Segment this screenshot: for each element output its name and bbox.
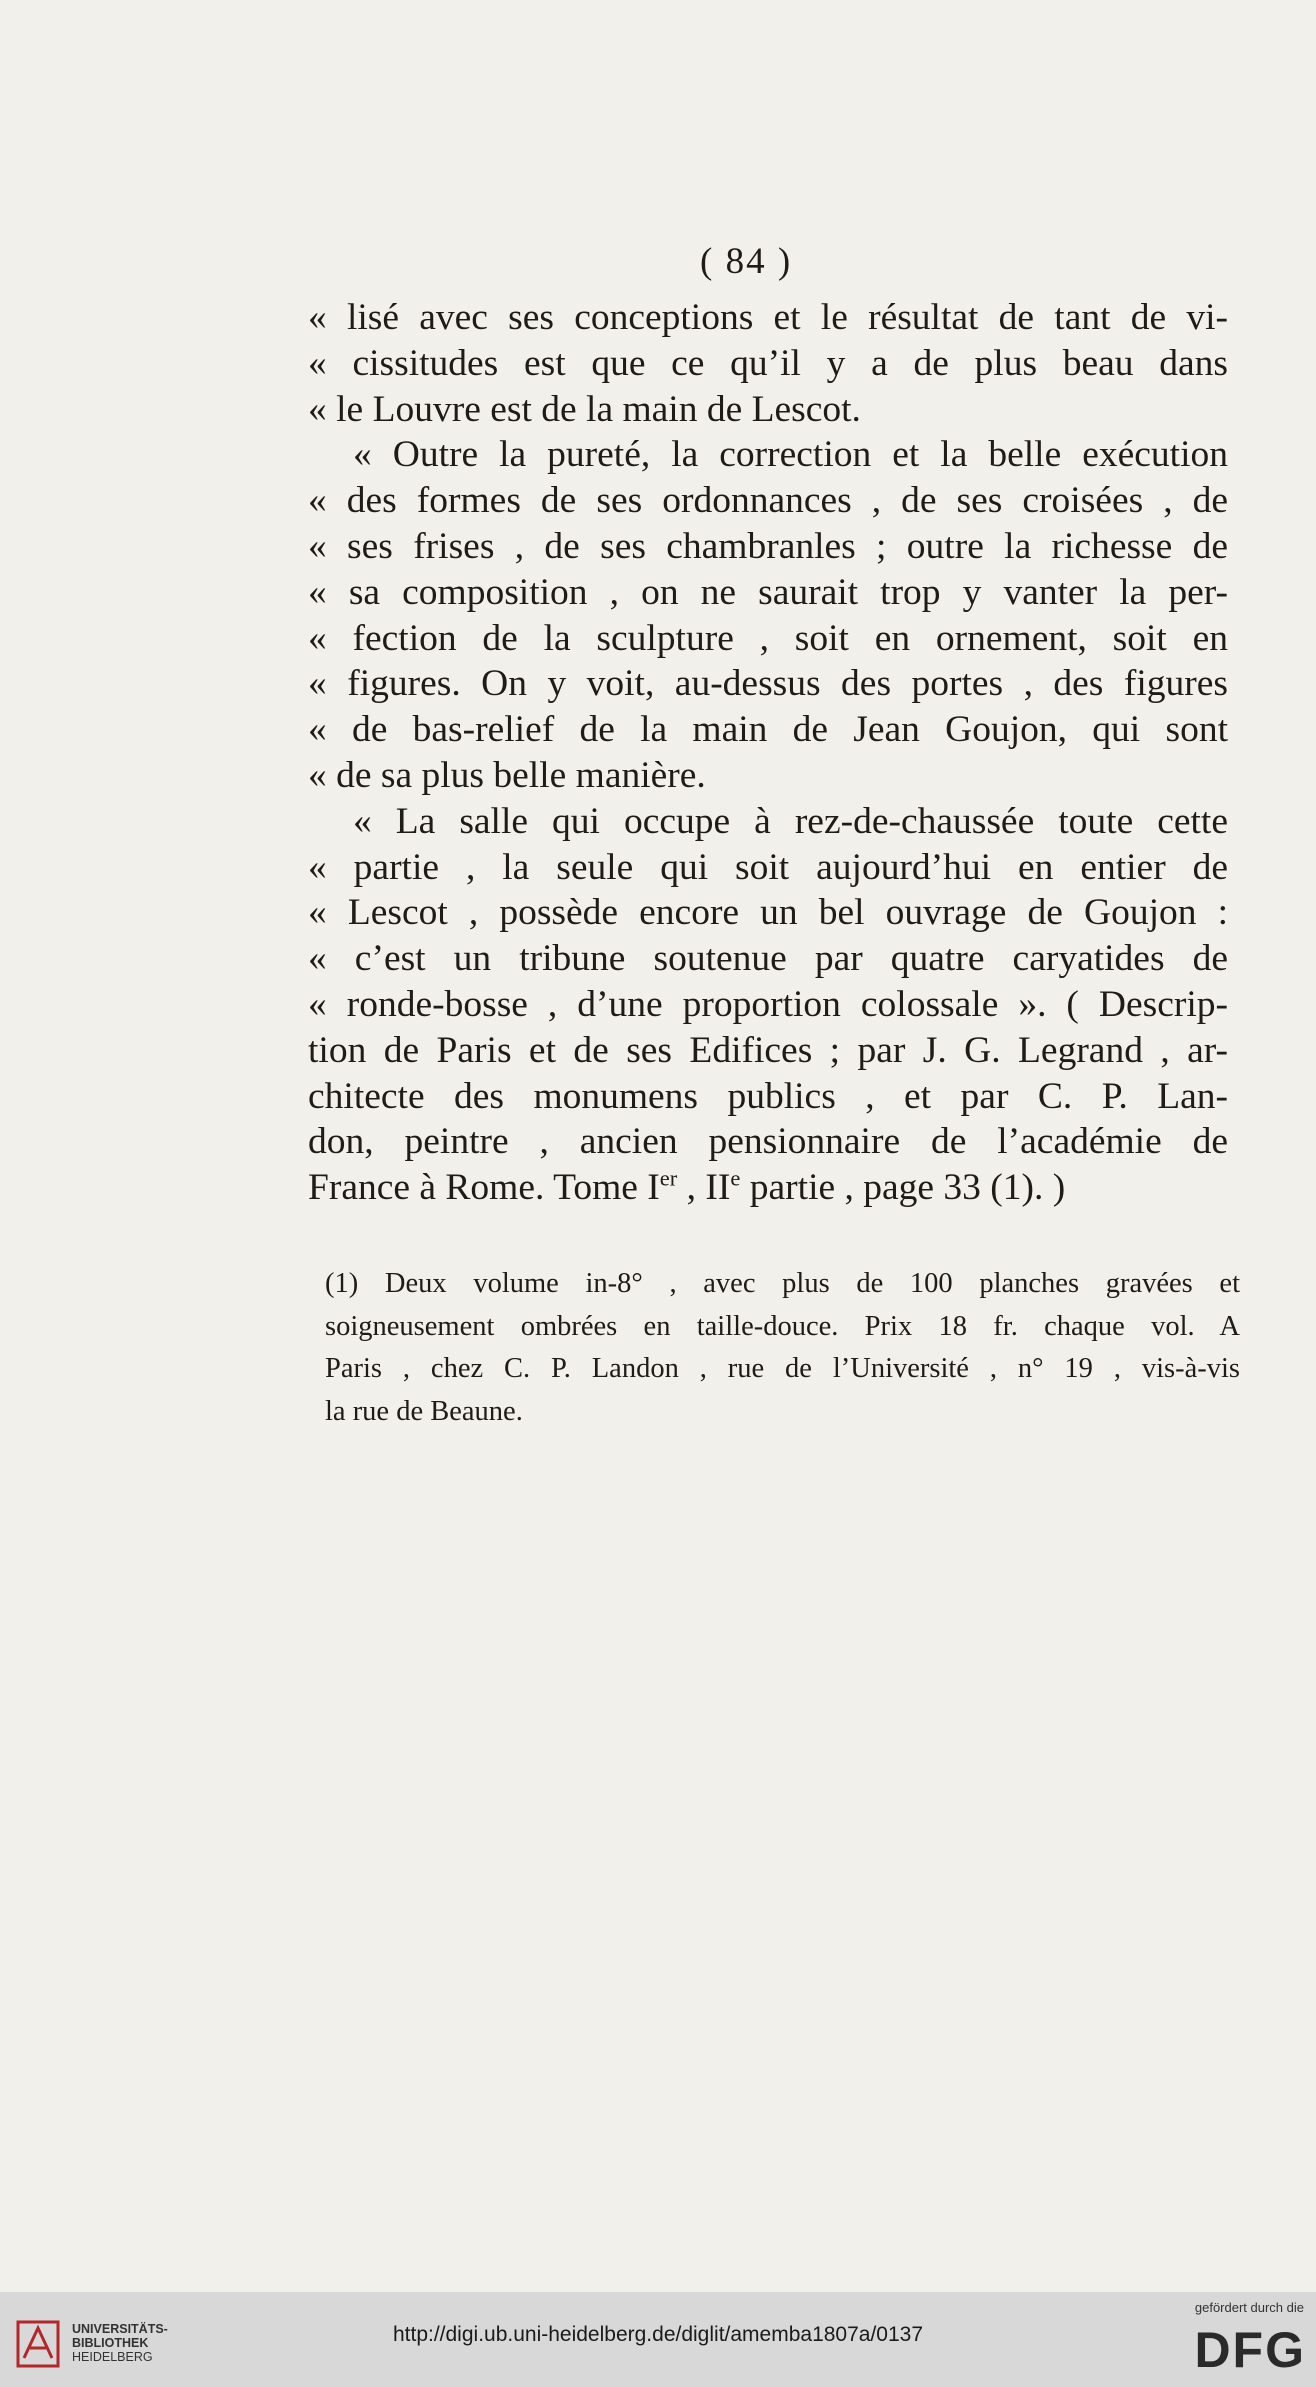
body-line: « Outre la pureté, la correction et la belle exécution <box>353 434 1228 476</box>
viewer-footer <box>0 2292 1316 2387</box>
dfg-logo: DFG <box>1194 2322 1306 2378</box>
library-name-text: UNIVERSITÄTS- BIBLIOTHEK <box>72 2322 168 2350</box>
library-city: HEIDELBERG <box>72 2350 153 2364</box>
body-line: don, peintre , ancien pensionnaire de l’académie de <box>308 1121 1228 1163</box>
body-line: « des formes de ses ordonnances , de ses croisées , de <box>308 480 1228 522</box>
body-line: « le Louvre est de la main de Lescot. <box>308 388 861 430</box>
page-number: ( 84 ) <box>700 241 793 282</box>
body-line: tion de Paris et de ses Edifices ; par J. G. Legrand , ar- <box>308 1029 1228 1071</box>
body-line: France à Rome. Tome Ier , IIe partie , page 33 (1). ) <box>308 1165 1066 1209</box>
footnote <box>325 1263 1240 1433</box>
body-line: « ses frises , de ses chambranles ; outre la richesse de <box>308 525 1228 567</box>
body-line: « cissitudes est que ce qu’il y a de plus beau dans <box>308 342 1228 384</box>
footnote-line: soigneusement ombrées en taille-douce. Prix 18 fr. chaque vol. A <box>325 1310 1240 1342</box>
body-line: « de sa plus belle manière. <box>308 754 706 796</box>
footnote-line: la rue de Beaune. <box>325 1395 523 1427</box>
body-line: « ronde-bosse , d’une proportion colossale ». ( Descrip- <box>308 983 1228 1025</box>
body-line: « c’est un tribune soutenue par quatre caryatides de <box>308 938 1228 980</box>
body-line: « sa composition , on ne saurait trop y vanter la per- <box>308 571 1228 613</box>
body-line: « de bas-relief de la main de Jean Goujon, qui sont <box>308 709 1228 751</box>
footnote-line: Paris , chez C. P. Landon , rue de l’Université , n° 19 , vis-à-vis <box>325 1353 1240 1384</box>
funded-by-label: gefördert durch die <box>1194 2300 1304 2315</box>
body-line: « lisé avec ses conceptions et le résultat de tant de vi- <box>308 297 1228 338</box>
body-line: chitecte des monumens publics , et par C. P. Lan- <box>308 1075 1228 1117</box>
body-text <box>308 295 1228 1211</box>
body-line: « partie , la seule qui soit aujourd’hui en entier de <box>308 846 1228 888</box>
footnote-line: (1) Deux volume in-8° , avec plus de 100 planches gravées et <box>325 1268 1240 1299</box>
body-line: « fection de la sculpture , soit en ornement, soit en <box>308 617 1228 659</box>
permalink-url[interactable]: http://digi.ub.uni-heidelberg.de/diglit/amemba1807a/0137 <box>392 2323 924 2346</box>
body-line: « La salle qui occupe à rez-de-chaussée toute cette <box>353 800 1228 842</box>
body-line: « Lescot , possède encore un bel ouvrage de Goujon : <box>308 892 1228 934</box>
body-line: « figures. On y voit, au-dessus des portes , des figures <box>308 663 1228 705</box>
